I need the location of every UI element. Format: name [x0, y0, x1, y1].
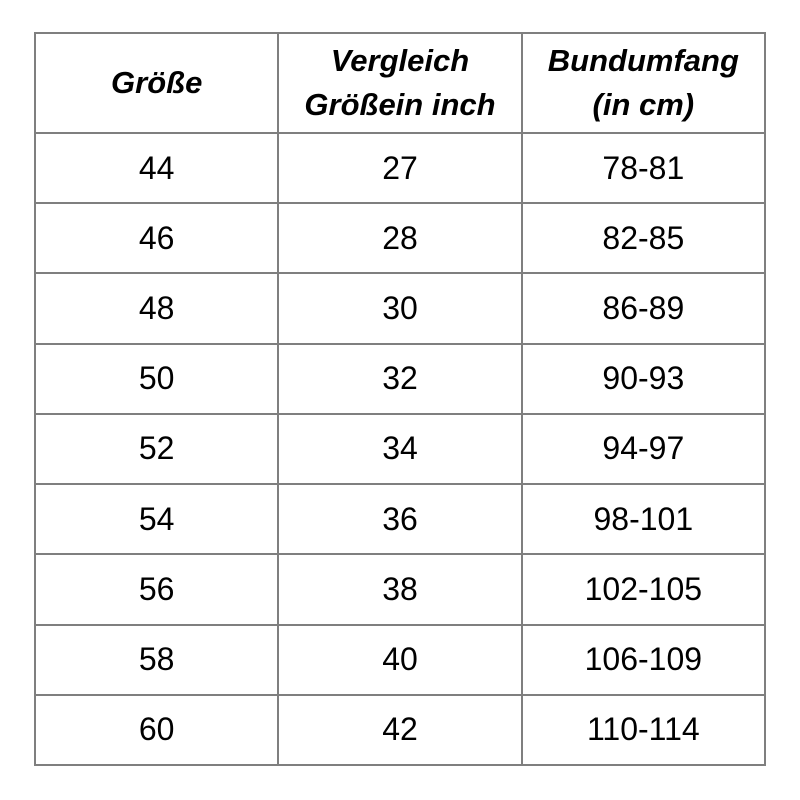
table-row: [35, 554, 765, 624]
table-cell: 44: [35, 133, 278, 203]
table-cell: 32: [278, 344, 521, 414]
table-cell: 56: [35, 554, 278, 624]
column-header-0: [35, 33, 278, 133]
column-header-1: [278, 33, 521, 133]
table-cell: 42: [278, 695, 521, 765]
table-cell: 36: [278, 484, 521, 554]
table-row: [35, 133, 765, 203]
column-header-2: [522, 33, 765, 133]
table-cell: 28: [278, 203, 521, 273]
table-cell: 52: [35, 414, 278, 484]
table-cell: 106-109: [522, 625, 765, 695]
table-cell: 82-85: [522, 203, 765, 273]
table-row: [35, 695, 765, 765]
column-header-2-line-0: Bundumfang: [547, 42, 739, 78]
column-header-2-line-1: (in cm): [592, 87, 695, 122]
table-cell: 60: [35, 695, 278, 765]
table-cell: 98-101: [522, 484, 765, 554]
table-cell: 48: [35, 273, 278, 343]
table-row: [35, 203, 765, 273]
table-cell: 90-93: [522, 344, 765, 414]
table-row: [35, 273, 765, 343]
table-cell: 40: [278, 625, 521, 695]
table-cell: 78-81: [522, 133, 765, 203]
table-row: [35, 414, 765, 484]
table-cell: 94-97: [522, 414, 765, 484]
table-cell: 102-105: [522, 554, 765, 624]
table-row: [35, 344, 765, 414]
table-row: [35, 484, 765, 554]
table-cell: 54: [35, 484, 278, 554]
table-body: [35, 133, 765, 765]
table-cell: 34: [278, 414, 521, 484]
table-cell: 46: [35, 203, 278, 273]
column-header-1-line-0: Vergleich: [330, 42, 470, 78]
size-conversion-table: [34, 32, 766, 766]
table-cell: 30: [278, 273, 521, 343]
table-cell: 38: [278, 554, 521, 624]
table-row: [35, 625, 765, 695]
table-cell: 110-114: [522, 695, 765, 765]
column-header-0-line-0: Größe: [111, 64, 203, 100]
header-row: [35, 33, 765, 133]
table-head: [35, 33, 765, 133]
column-header-1-line-1: Größein inch: [304, 87, 496, 122]
table-cell: 27: [278, 133, 521, 203]
table-cell: 86-89: [522, 273, 765, 343]
table-cell: 58: [35, 625, 278, 695]
table-cell: 50: [35, 344, 278, 414]
